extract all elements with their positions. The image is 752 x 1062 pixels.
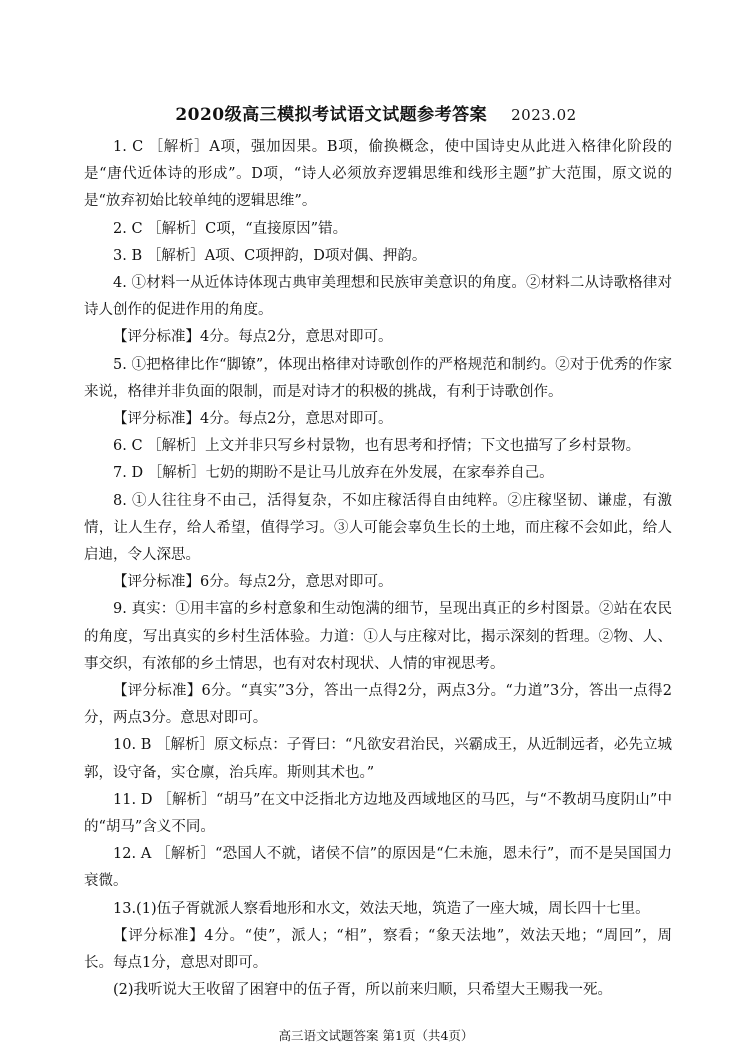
answer-q7: 7. D ［解析］七奶的期盼不是让马儿放弃在外发展，在家奉养自己。 (113, 465, 554, 482)
answer-q3: 3. B ［解析］A项、C项押韵，D项对偶、押韵。 (113, 247, 427, 264)
answer-q12: 12. A ［解析］“恐国人不就，诸侯不信”的原因是“仁未施，恩未行”，而不是吴国国力衰微。 (84, 846, 672, 890)
answer-q13-1: 13.(1)伍子胥就派人察看地形和水文，效法天地，筑造了一座大城，周长四十七里。 (113, 900, 650, 917)
page-footer: 高三语文试题答案 第1页（共4页） (278, 1028, 474, 1043)
scoring-q13-1: 【评分标准】4分。“使”，派人；“相”，察看；“象天法地”，效法天地；“周回”，周长。每点1分，意思对即可。 (84, 927, 672, 972)
answer-q2: 2. C ［解析］C项，“直接原因”错。 (113, 220, 348, 237)
title-text: 2020级高三模拟考试语文试题参考答案 (175, 105, 488, 125)
answer-body (84, 134, 672, 1005)
scoring-q5: 【评分标准】4分。每点2分，意思对即可。 (113, 411, 393, 428)
answer-q1: 1. C ［解析］A项，强加因果。B项，偷换概念，使中国诗史从此进入格律化阶段的是“唐代近体诗的形成”。D项，“诗人必须放弃逻辑思维和线形主题”扩大范围，原文说的是“放弃初始比较单纯的逻辑思维”。 (84, 139, 672, 210)
scoring-q4: 【评分标准】4分。每点2分，意思对即可。 (113, 329, 393, 346)
answer-q5: 5. ①把格律比作“脚镣”，体现出格律对诗歌创作的严格规范和制约。②对于优秀的作家来说，格律并非负面的限制，而是对诗才的积极的挑战，有利于诗歌创作。 (84, 356, 672, 400)
answer-q4: 4. ①材料一从近体诗体现古典审美理想和民族审美意识的角度。②材料二从诗歌格律对诗人创作的促进作用的角度。 (84, 275, 672, 319)
answer-q9: 9. 真实：①用丰富的乡村意象和生动饱满的细节，呈现出真正的乡村图景。②站在农民的角度，写出真实的乡村生活体验。力道：①人与庄稼对比，揭示深刻的哲理。②物、人、事交织，有浓郁的乡土情思，也有对农村现状、人情的审视思考。 (84, 601, 672, 672)
answer-q13-2: (2)我听说大王收留了困窘中的伍子胥，所以前来归顺，只希望大王赐我一死。 (113, 982, 613, 999)
answer-q8: 8. ①人往往身不由己，活得复杂，不如庄稼活得自由纯粹。②庄稼坚韧、谦虚，有激情，让人生存，给人希望，值得学习。③人可能会辜负生长的土地，而庄稼不会如此，给人启迪，令人深思。 (84, 492, 672, 564)
date-text: 2023.02 (511, 106, 577, 124)
page-title (0, 100, 752, 125)
scoring-q8: 【评分标准】6分。每点2分，意思对即可。 (113, 574, 393, 591)
answer-q10: 10. B ［解析］原文标点：子胥曰：“凡欲安君治民，兴霸成王，从近制远者，必先立城郭，设守备，实仓廪，治兵库。斯则其术也。” (84, 737, 672, 781)
answer-q6: 6. C ［解析］上文并非只写乡村景物，也有思考和抒情；下文也描写了乡村景物。 (113, 438, 641, 455)
answer-q11: 11. D ［解析］“胡马”在文中泛指北方边地及西域地区的马匹，与“不教胡马度阴山”中的“胡马”含义不同。 (84, 791, 672, 836)
scoring-q9: 【评分标准】6分。“真实”3分，答出一点得2分，两点3分。“力道”3分，答出一点得2分，两点3分。意思对即可。 (84, 683, 672, 727)
